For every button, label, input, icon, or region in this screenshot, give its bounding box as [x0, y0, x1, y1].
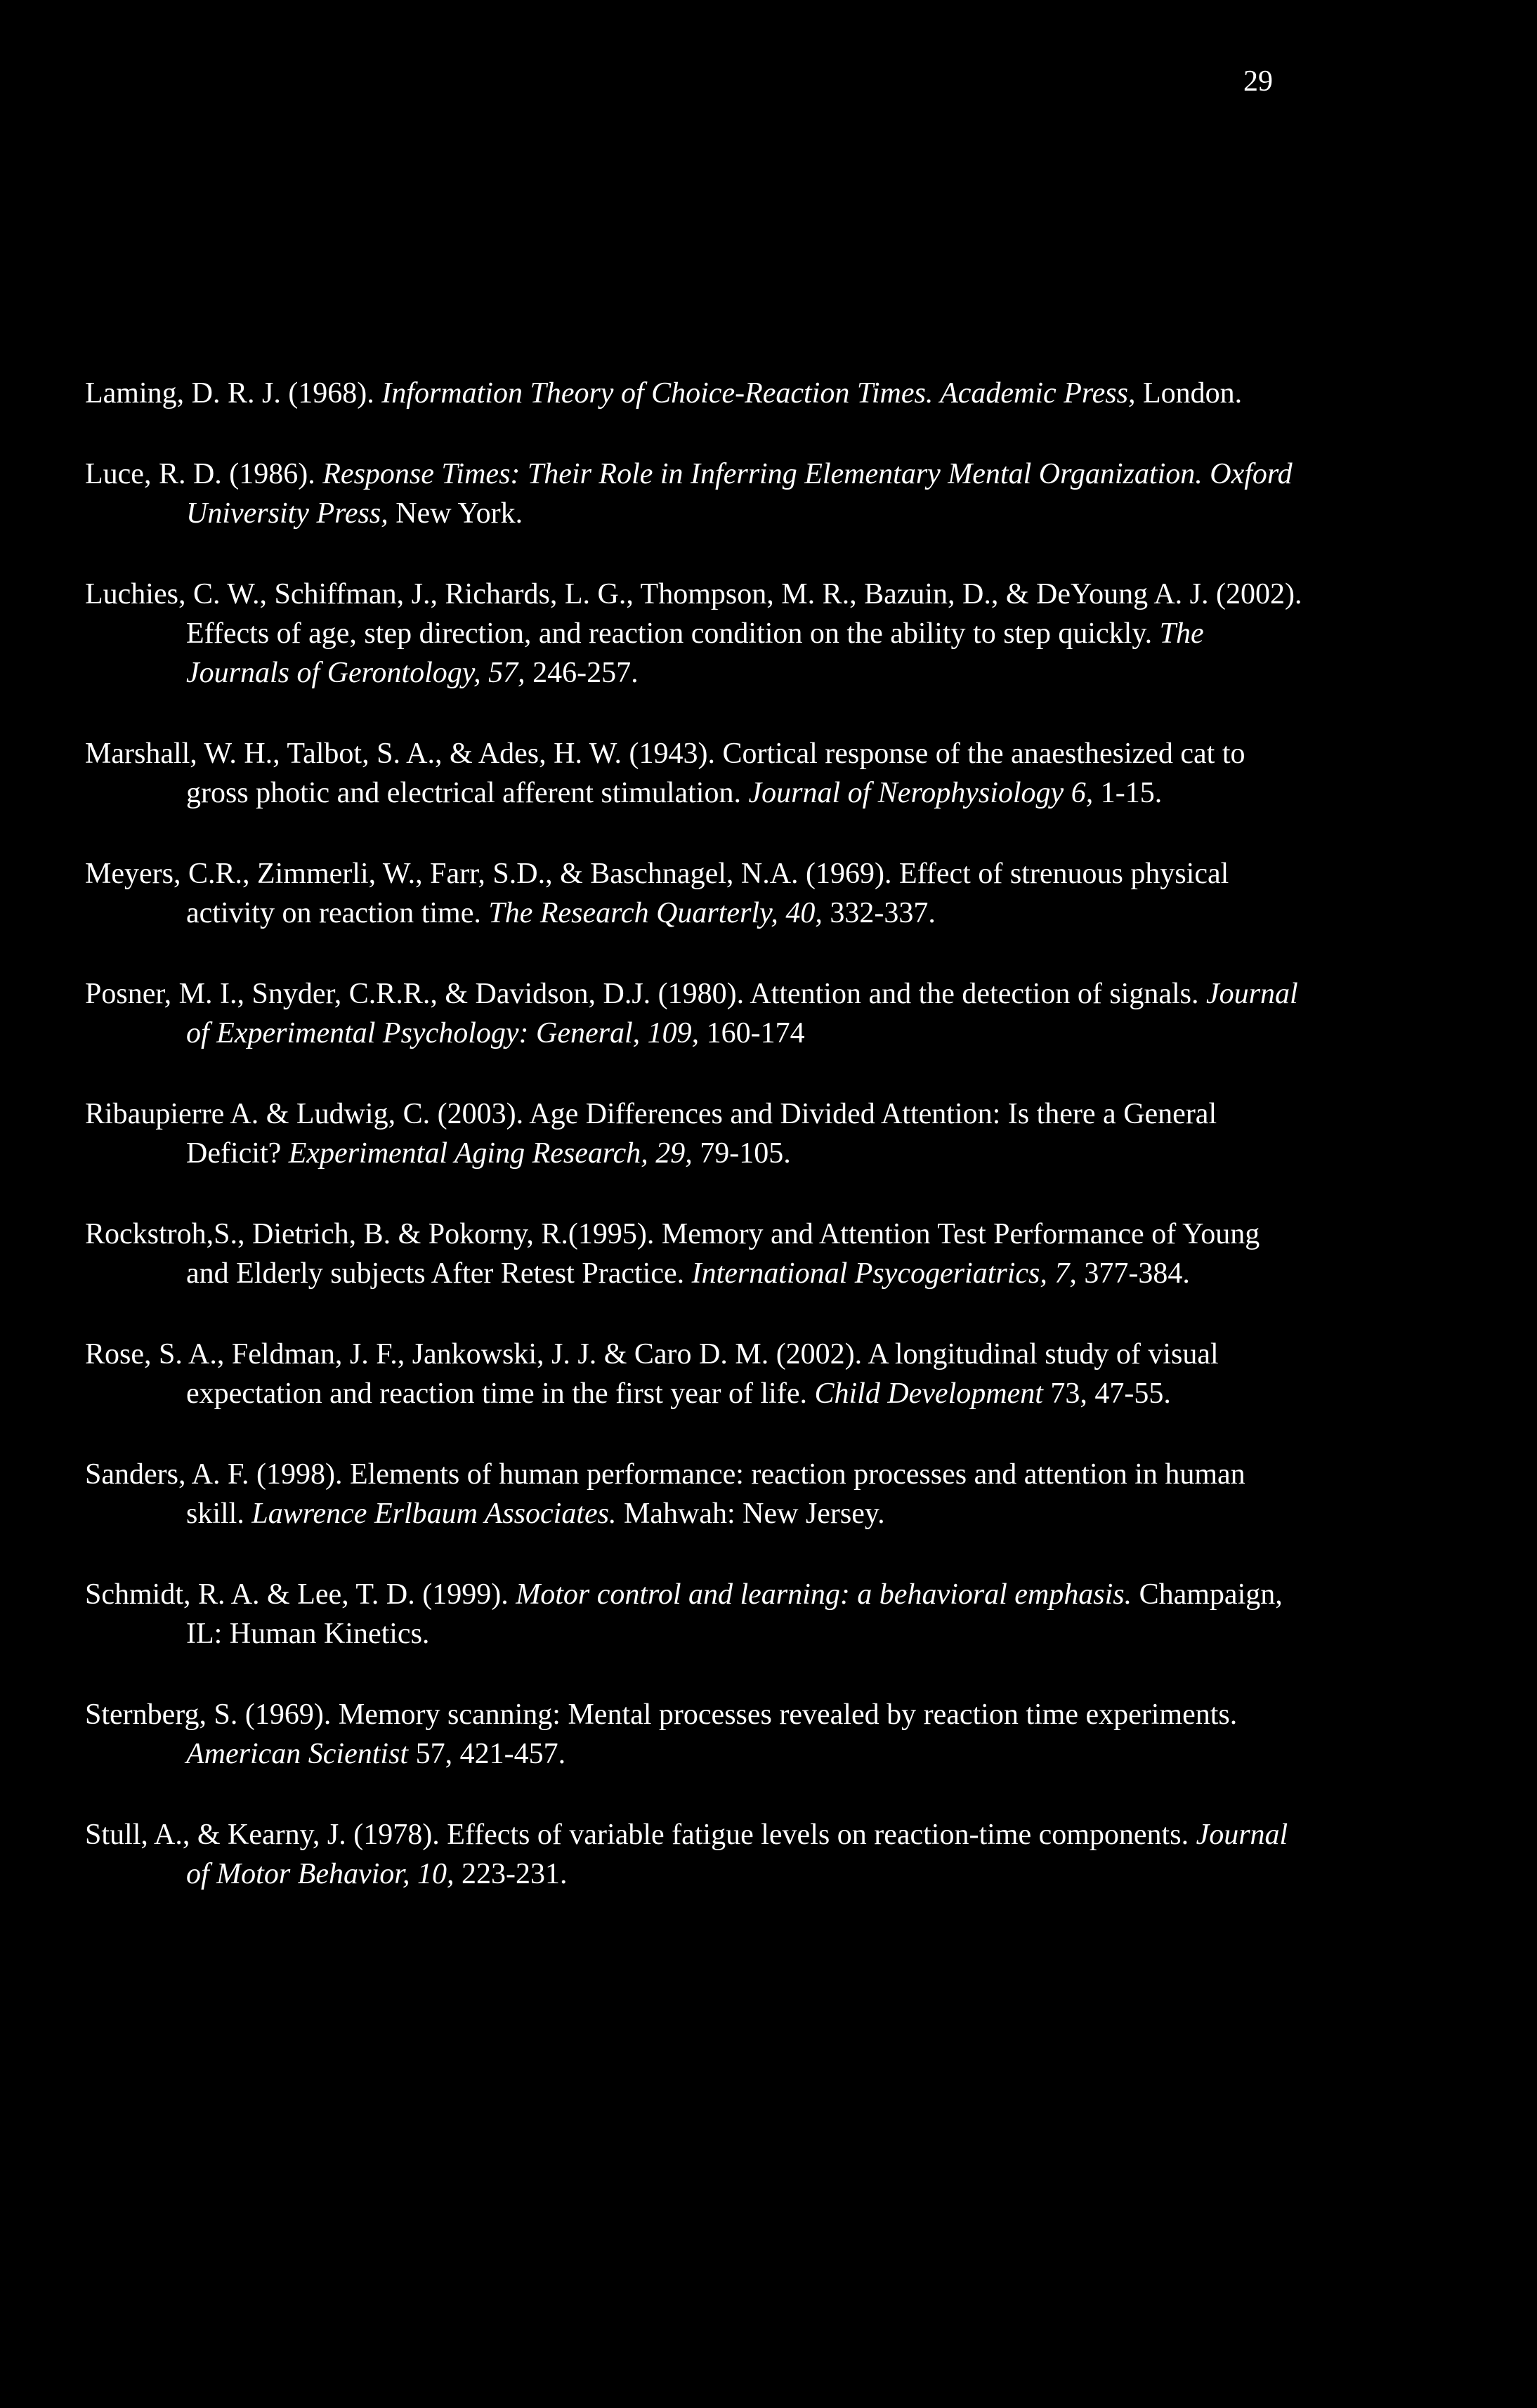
page-number: 29: [1243, 65, 1273, 98]
reference-text: 73, 47-55.: [1042, 1378, 1171, 1410]
reference-entry: [85, 734, 1307, 813]
reference-source-italic: Journal of Experimental Psychology: General, 109,: [186, 978, 1298, 1049]
reference-source-italic: Information Theory of Choice-Reaction Times. Academic Press,: [381, 377, 1136, 410]
reference-source-italic: Journal of Motor Behavior, 10,: [186, 1819, 1288, 1890]
reference-text: London.: [1135, 377, 1243, 410]
reference-text: 57, 421-457.: [408, 1738, 566, 1770]
reference-text: Marshall, W. H., Talbot, S. A., & Ades, H. W. (1943). Cortical response of the anaesthesized cat to gross photic and electrical afferent stimulation.: [85, 738, 1245, 809]
reference-entry: [85, 1575, 1307, 1654]
reference-text: 1-15.: [1093, 777, 1163, 809]
reference-text: 160-174: [699, 1017, 805, 1049]
reference-text: 79-105.: [692, 1137, 791, 1170]
reference-entry: [85, 1455, 1307, 1533]
reference-text: 377-384.: [1076, 1257, 1190, 1290]
reference-source-italic: Child Development: [814, 1378, 1043, 1410]
reference-entry: [85, 1094, 1307, 1173]
reference-text: Mahwah: New Jersey.: [616, 1498, 885, 1530]
reference-text: Sanders, A. F. (1998). Elements of human performance: reaction processes and attention in human skill.: [85, 1458, 1245, 1530]
reference-source-italic: Lawrence Erlbaum Associates.: [251, 1498, 617, 1530]
reference-text: Meyers, C.R., Zimmerli, W., Farr, S.D., & Baschnagel, N.A. (1969). Effect of strenuous physical activity on reaction time.: [85, 858, 1229, 929]
reference-text: Sternberg, S. (1969). Memory scanning: Mental processes revealed by reaction time experiments.: [85, 1699, 1238, 1731]
reference-source-italic: The Journals of Gerontology, 57,: [186, 617, 1204, 689]
reference-list: [85, 374, 1307, 1935]
reference-entry: [85, 575, 1307, 693]
reference-entry: [85, 1335, 1307, 1413]
reference-entry: [85, 1815, 1307, 1894]
reference-text: Luchies, C. W., Schiffman, J., Richards, L. G., Thompson, M. R., Bazuin, D., & DeYoung A. J. (2002). Effects of age, step direction, and reaction condition on the ability to step quickly.: [85, 578, 1302, 650]
reference-text: Luce, R. D. (1986).: [85, 458, 323, 490]
reference-source-italic: Response Times: Their Role in Inferring Elementary Mental Organization. Oxford University Press,: [186, 458, 1293, 530]
reference-text: Laming, D. R. J. (1968).: [85, 377, 382, 410]
reference-text: 246-257.: [525, 657, 639, 689]
reference-text: Rose, S. A., Feldman, J. F., Jankowski, J. J. & Caro D. M. (2002). A longitudinal study of visual expectation and reaction time in the first year of life.: [85, 1338, 1219, 1410]
reference-source-italic: American Scientist: [186, 1738, 409, 1770]
reference-source-italic: Journal of Nerophysiology 6,: [748, 777, 1094, 809]
reference-text: New York.: [388, 497, 523, 530]
reference-text: 332-337.: [822, 897, 936, 929]
reference-entry: [85, 454, 1307, 533]
reference-entry: [85, 1215, 1307, 1293]
reference-text: Posner, M. I., Snyder, C.R.R., & Davidson, D.J. (1980). Attention and the detection of signals.: [85, 978, 1206, 1010]
reference-source-italic: International Psycogeriatrics, 7,: [691, 1257, 1077, 1290]
reference-text: 223-231.: [454, 1858, 568, 1890]
reference-entry: [85, 854, 1307, 933]
reference-entry: [85, 374, 1307, 413]
reference-text: Schmidt, R. A. & Lee, T. D. (1999).: [85, 1578, 516, 1611]
reference-source-italic: Experimental Aging Research, 29,: [288, 1137, 693, 1170]
reference-text: Rockstroh,S., Dietrich, B. & Pokorny, R.(1995). Memory and Attention Test Performance of Young and Elderly subjects After Retest Practice.: [85, 1218, 1260, 1290]
reference-source-italic: The Research Quarterly, 40,: [488, 897, 823, 929]
reference-entry: [85, 974, 1307, 1053]
reference-entry: [85, 1695, 1307, 1774]
reference-source-italic: Motor control and learning: a behavioral emphasis.: [516, 1578, 1132, 1611]
reference-text: Ribaupierre A. & Ludwig, C. (2003). Age Differences and Divided Attention: Is there a General Deficit?: [85, 1098, 1217, 1170]
reference-text: Stull, A., & Kearny, J. (1978). Effects of variable fatigue levels on reaction-time components.: [85, 1819, 1196, 1851]
reference-text: Champaign, IL: Human Kinetics.: [186, 1578, 1283, 1650]
